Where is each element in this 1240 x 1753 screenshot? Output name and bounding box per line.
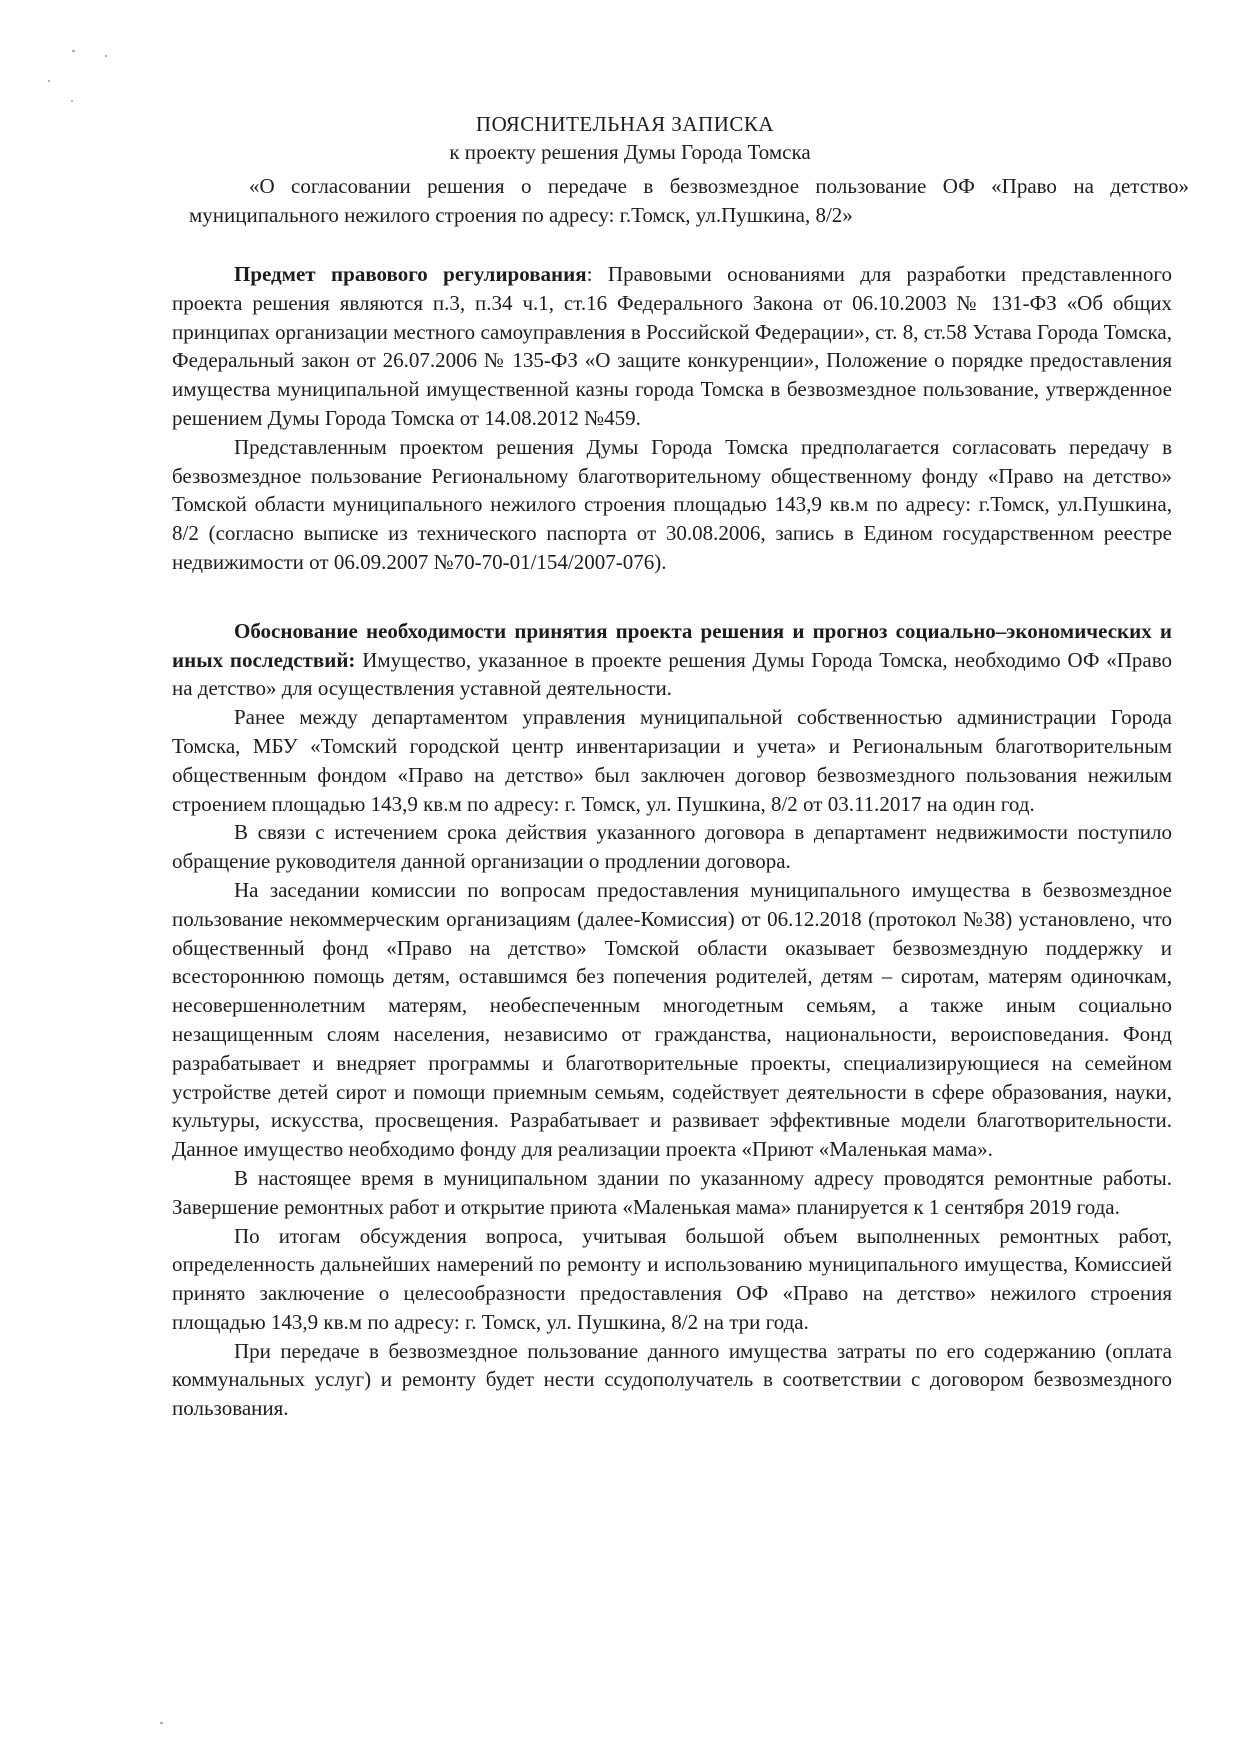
section-2-paragraph-4: На заседании комиссии по вопросам предоставления муниципального имущества в безвозмездное пользование некоммерческим организациям (далее-Комиссия) от 06.12.2018 (протокол №38) установлено, что общественный фонд «Право на детство» Томской области оказывает безвозмездную поддержку и всестороннюю помощь детям, оставшимся без попечения родителей, детям – сиротам, матерям одиночкам, несовершеннолетним матерям, необеспеченным многодетным семьям, а также иным социально незащищенным слоям населения, независимо от гражданства, национальности, вероисповедания. Фонд разрабатывает и внедряет программы и благотворительные проекты, специализирующиеся на семейном устройстве детей сирот и помощи приемным семьям, содействует деятельности в сфере образования, науки, культуры, искусства, просвещения. Разрабатывает и развивает эффективные модели благотворительности. Данное имущество необходимо фонду для реализации проекта «Приют «Маленькая мама». <box>172 877 1172 1162</box>
document-body <box>172 260 1172 1423</box>
document-title: ПОЯСНИТЕЛЬНАЯ ЗАПИСКА <box>475 112 775 136</box>
document-header <box>0 112 1240 165</box>
document-subject: «О согласовании решения о передаче в безвозмездное пользование ОФ «Право на детство» муниципального нежилого строения по адресу: г.Томск, ул.Пушкина, 8/2» <box>189 174 1189 227</box>
section-gap <box>172 577 1172 617</box>
section-2-text: Имущество, указанное в проекте решения Думы Города Томска, необходимо ОФ «Право на детство» для осуществления уставной деятельности. <box>172 647 1173 701</box>
scan-speck <box>72 50 75 52</box>
section-2-paragraph-6: По итогам обсуждения вопроса, учитывая большой объем выполненных ремонтных работ, определенность дальнейших намерений по ремонту и использованию муниципального имущества, Комиссией принято заключение о целесообразности предоставления ОФ «Право на детство» нежилого строения площадью 143,9 кв.м по адресу: г. Томск, ул. Пушкина, 8/2 на три года. <box>172 1223 1172 1334</box>
scan-speck <box>48 80 50 82</box>
section-1-text: : Правовыми основаниями для разработки представленного проекта решения являются п.3, п.34 ч.1, ст.16 Федерального Закона от 06.10.2003 № 131-ФЗ «Об общих принципах организации местного самоуправления в Российской Федерации», ст. 8, ст.58 Устава Города Томска, Федеральный закон от 26.07.2006 № 135-ФЗ «О защите конкуренции», Положение о порядке предоставления имущества муниципальной имущественной казны города Томска в безвозмездное пользование, утвержденное решением Думы Города Томска от 14.08.2012 №459. <box>172 262 1172 430</box>
section-2-heading: Обоснование необходимости принятия проекта решения и прогноз социально–экономических и иных последствий: <box>172 618 1172 672</box>
section-1-paragraph <box>172 260 1172 433</box>
section-2-paragraph <box>172 617 1172 703</box>
section-2-paragraph-2: Ранее между департаментом управления муниципальной собственностью администрации Города Томска, МБУ «Томский городской центр инвентаризации и учета» и Региональным благотворительным общественным фондом «Право на детство» был заключен договор безвозмездного пользования нежилым строением площадью 143,9 кв.м по адресу: г. Томск, ул. Пушкина, 8/2 от 03.11.2017 на один год. <box>172 705 1172 816</box>
section-1-heading: Предмет правового регулирования <box>234 262 587 286</box>
scan-speck <box>105 55 107 57</box>
scan-speck <box>160 1722 163 1724</box>
section-2-paragraph-5: В настоящее время в муниципальном здании по указанному адресу проводятся ремонтные работы. Завершение ремонтных работ и открытие приюта «Маленькая мама» планируется к 1 сентября 2019 года. <box>172 1165 1172 1219</box>
document-subtitle: к проекту решения Думы Города Томска <box>449 140 811 164</box>
scan-speck <box>71 100 73 102</box>
section-1-paragraph-2: Представленным проектом решения Думы Города Томска предполагается согласовать передачу в безвозмездное пользование Региональному благотворительному общественному фонду «Право на детство» Томской области муниципального нежилого строения площадью 143,9 кв.м по адресу: г.Томск, ул.Пушкина, 8/2 (согласно выписке из технического паспорта от 30.08.2006, запись в Едином государственном реестре недвижимости от 06.09.2007 №70-70-01/154/2007-076). <box>172 434 1172 574</box>
section-2-paragraph-3: В связи с истечением срока действия указанного договора в департамент недвижимости поступило обращение руководителя данной организации о продлении договора. <box>172 820 1172 874</box>
section-2-paragraph-7: При передаче в безвозмездное пользование данного имущества затраты по его содержанию (оплата коммунальных услуг) и ремонту будет нести ссудополучатель в соответствии с договором безвозмездного пользования. <box>172 1338 1172 1421</box>
